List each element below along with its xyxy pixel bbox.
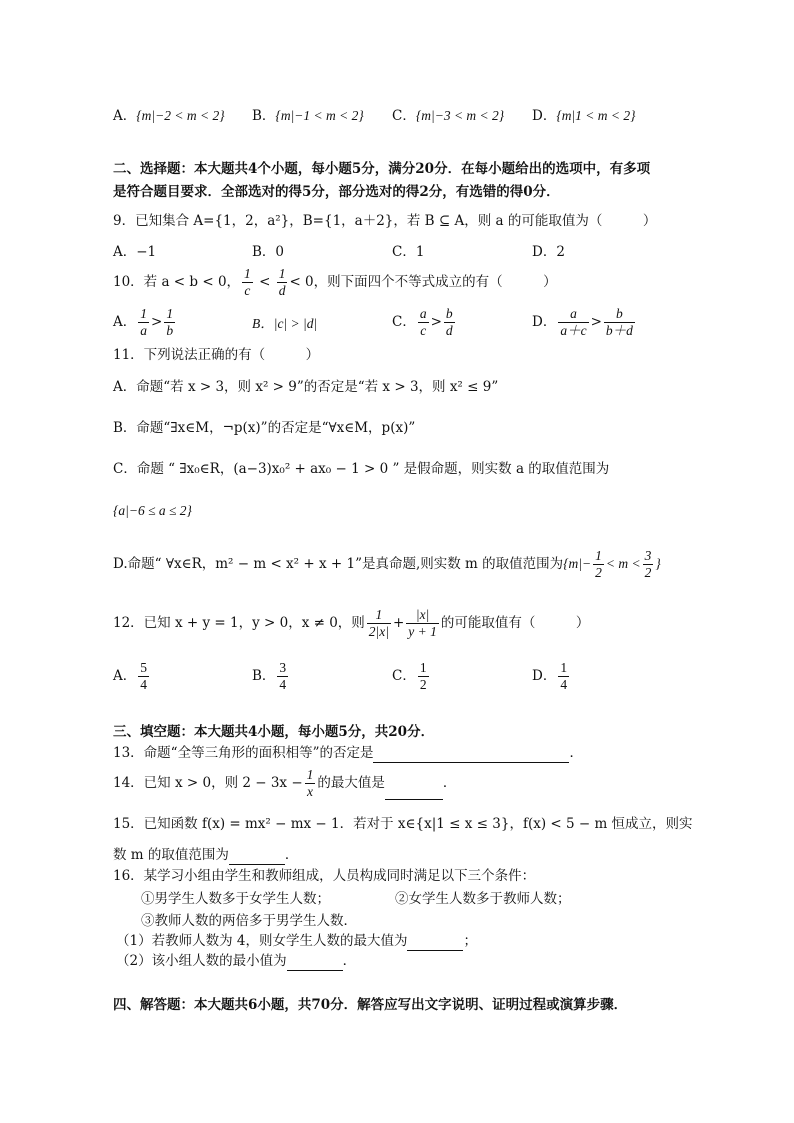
semicolon: ；: [463, 933, 477, 949]
frac-den: 2: [644, 565, 652, 580]
frac-num: 1: [140, 306, 147, 321]
q12-option-c: [392, 660, 431, 693]
frac-den: d: [278, 283, 286, 298]
frac-den: 4: [140, 677, 147, 692]
q13: [113, 743, 583, 763]
option-label: C．: [392, 668, 416, 684]
option-set: {m|−3 < m < 2}: [415, 108, 505, 123]
q14-pre: 14．已知 x > 0，则 2 − 3x −: [113, 775, 303, 791]
option-set: {m|1 < m < 2}: [556, 108, 636, 123]
q9-option-a: A．−1: [113, 244, 157, 260]
answer-blank[interactable]: [385, 785, 443, 800]
q10-option-a: [113, 306, 177, 339]
option-label: C．: [392, 314, 416, 330]
frac-num: 1: [278, 266, 286, 281]
q12-stem: [113, 607, 589, 640]
q12-option-b: [252, 660, 290, 693]
period: ．: [442, 775, 457, 791]
q16-part2-text: （2）该小组人数的最小值为: [116, 953, 287, 969]
frac: [138, 306, 149, 339]
q12-stem-post: 的可能取值有（ ）: [440, 615, 590, 631]
answer-blank[interactable]: [229, 850, 285, 865]
gt-sign: >: [430, 314, 442, 330]
q13-text: 13．命题“全等三角形的面积相等”的否定是: [113, 745, 374, 761]
frac-num: a: [558, 306, 588, 323]
option-set: {m|−1 < m < 2}: [275, 108, 364, 123]
q14-post: 的最大值是: [317, 775, 385, 791]
frac-num: 1: [306, 767, 314, 782]
frac-den: x: [307, 784, 314, 799]
q12-stem-pre: 12．已知 x + y = 1，y > 0，x ≠ 0，则: [113, 615, 365, 631]
option-label: D．: [532, 668, 557, 684]
q10-frac1: [242, 266, 253, 299]
q11-option-d: [113, 548, 661, 581]
frac-num: 1: [244, 266, 251, 281]
q16-part-2: [116, 951, 356, 971]
q8-option-b: [252, 106, 364, 126]
option-label: C．: [392, 108, 416, 124]
q16-condition-2: ②女学生人数多于教师人数；: [395, 891, 571, 907]
option-label: D．: [532, 314, 557, 330]
q8-option-d: [532, 106, 636, 126]
q11-d-frac2: [643, 548, 654, 581]
q10-stem: [113, 266, 557, 299]
q11-option-a: A．命题“若 x > 3，则 x² > 9”的否定是“若 x > 3，则 x² ≤ 9”: [113, 379, 499, 395]
frac: [164, 306, 175, 339]
answer-blank[interactable]: [287, 956, 343, 971]
option-label: A．: [113, 314, 137, 330]
q14: [113, 767, 456, 800]
q9-stem: 9．已知集合 A={1，2，a²}，B={1，a＋2}，若 B ⊆ A，则 a 的可能取值为（ ）: [113, 213, 657, 229]
period: ．: [342, 953, 357, 969]
frac-num: a: [419, 306, 427, 321]
q10-stem-post: < 0，则下面四个不等式成立的有（ ）: [289, 274, 557, 290]
frac: [138, 660, 149, 693]
period: ．: [284, 847, 299, 863]
frac-den: 2|x|: [368, 624, 389, 639]
frac: [604, 306, 635, 339]
option-label: B．: [252, 668, 276, 684]
frac-num: 1: [367, 607, 391, 624]
frac-den: c: [244, 283, 251, 298]
option-label: A．: [113, 108, 137, 124]
gt-sign: >: [590, 314, 602, 330]
frac-num: 1: [419, 660, 427, 675]
q10-option-b: B．|c| > |d|: [252, 316, 318, 331]
frac-den: 4: [279, 677, 287, 692]
frac-num: 5: [140, 660, 147, 675]
section3-heading: 三、填空题：本大题共4小题，每小题5分，共20分．: [113, 724, 435, 740]
frac-num: |x|: [406, 607, 439, 624]
set-close: }: [655, 556, 661, 571]
set-open: {m|−: [563, 556, 592, 571]
q8-option-a: [113, 106, 225, 126]
frac-den: b＋d: [605, 323, 633, 338]
q11-option-c-range: {a|−6 ≤ a ≤ 2}: [113, 503, 192, 518]
answer-blank[interactable]: [407, 936, 463, 951]
q16-condition-1: ①男学生人数多于女学生人数；: [141, 891, 330, 907]
option-label: D．: [532, 108, 557, 124]
section4-heading: 四、解答题：本大题共6小题，共70分．解答应写出文字说明、证明过程或演算步骤．: [113, 997, 628, 1013]
option-label: A．: [113, 668, 137, 684]
frac: [558, 306, 588, 339]
frac-den: 2: [419, 677, 427, 692]
q15-line2-text: 数 m 的取值范围为: [113, 847, 229, 863]
option-label: B．: [252, 108, 276, 124]
q12-option-d: [532, 660, 571, 693]
q12-option-a: [113, 660, 151, 693]
q11-option-b: B．命题“∃x∈M，¬p(x)”的否定是“∀x∈M，p(x)”: [113, 420, 416, 436]
frac: [277, 660, 288, 693]
q15-line1: 15．已知函数 f(x) = mx² − mx − 1．若对于 x∈{x|1 ≤ x ≤ 3}，f(x) < 5 − m 恒成立，则实: [113, 816, 693, 832]
q8-option-c: [392, 106, 504, 126]
frac-num: 3: [279, 660, 287, 675]
set-mid: < m <: [605, 556, 641, 571]
frac-den: 4: [560, 677, 568, 692]
frac: [418, 306, 429, 339]
frac-num: 1: [595, 548, 602, 563]
frac-num: b: [445, 306, 453, 321]
q11-stem: 11．下列说法正确的有（ ）: [113, 347, 320, 363]
gt-sign: >: [151, 314, 163, 330]
plus-sign: +: [392, 615, 405, 631]
q9-option-d: D．2: [532, 244, 565, 260]
q14-frac: [305, 767, 316, 800]
q9-option-c: C．1: [392, 244, 425, 260]
frac: [418, 660, 429, 693]
frac-den: a＋c: [560, 323, 587, 338]
section2-heading-line1: 二、选择题：本大题共4个小题，每小题5分，满分20分．在每小题给出的选项中，有多项: [113, 161, 651, 177]
period: ．: [569, 745, 583, 761]
frac-den: d: [445, 323, 453, 338]
q16-condition-3: ③教师人数的两倍多于男学生人数．: [141, 913, 357, 929]
frac-num: 1: [560, 660, 568, 675]
frac-den: c: [420, 323, 427, 338]
frac-num: 3: [644, 548, 652, 563]
q9-option-b: B．0: [252, 244, 285, 260]
frac: [444, 306, 455, 339]
q12-frac1: [367, 607, 391, 640]
q10-option-d: [532, 306, 637, 339]
q10-frac2: [277, 266, 288, 299]
q10-option-c: [392, 306, 457, 339]
answer-blank[interactable]: [373, 748, 569, 763]
q11-option-c: C．命题 “ ∃x₀∈R，(a−3)x₀² + ax₀ − 1 > 0 ” 是假命题，则实数 a 的取值范围为: [113, 461, 610, 477]
q16-part-1: [116, 931, 477, 951]
frac: [558, 660, 569, 693]
q11-d-text: D.命题“ ∀x∈R，m² − m < x² + x + 1”是真命题,则实数 m 的取值范围为: [113, 556, 564, 572]
q10-stem-pre: 10．若 a < b < 0，: [113, 274, 241, 290]
q16-part1-text: （1）若教师人数为 4，则女学生人数的最大值为: [116, 933, 408, 949]
frac-num: b: [604, 306, 635, 323]
option-set: {m|−2 < m < 2}: [136, 108, 225, 123]
frac-den: b: [166, 323, 174, 338]
q15-line2: [113, 845, 298, 865]
lt-sign: <: [254, 274, 275, 290]
section2-heading-line2: 是符合题目要求．全部选对的得5分，部分选对的得2分，有选错的得0分．: [113, 184, 560, 200]
frac-den: y + 1: [408, 624, 437, 639]
q11-d-frac1: [593, 548, 604, 581]
frac-num: 1: [166, 306, 174, 321]
frac-den: a: [140, 323, 147, 338]
q12-frac2: [406, 607, 439, 640]
frac-den: 2: [595, 565, 602, 580]
q16-stem: 16．某学习小组由学生和教师组成，人员构成同时满足以下三个条件：: [113, 868, 536, 884]
